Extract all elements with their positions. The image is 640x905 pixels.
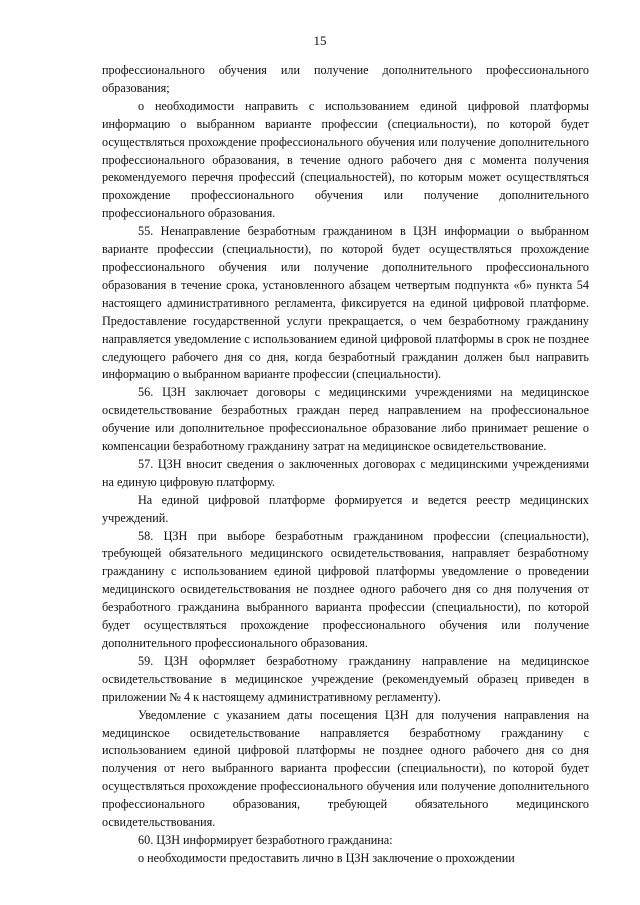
paragraph-60: 60. ЦЗН информирует безработного гражданина:	[138, 832, 393, 847]
paragraph-last-line: о необходимости предоставить лично в ЦЗН заключение о прохождении	[138, 850, 515, 865]
paragraph-56: 56. ЦЗН заключает договоры с медицинскими учреждениями на медицинское освидетельствование безработных граждан перед направлением на профессиональное обучение или дополнительное профессиональное образование либо принимает решение о компенсации безработному гражданину затрат на медицинское освидетельствование.	[102, 385, 589, 454]
paragraph-55: 55. Ненаправление безработным гражданином в ЦЗН информации о выбранном варианте профессии (специальности), по которой будет осуществляться прохождение профессионального обучения или получение дополнительного профессионального образования в течение срока, установленного абзацем четвертым подпункта «б» пункта 54 настоящего административного регламента, фиксируется на единой цифровой платформе. Предоставление государственной услуги прекращается, о чем безработному гражданину направляется уведомление с использованием единой цифровой платформы в срок не позднее следующего рабочего дня со дня, когда безработный гражданин должен был направить информацию о выбранном варианте профессии (специальности).	[102, 224, 589, 382]
document-body	[102, 62, 589, 868]
paragraph-notification-date: Уведомление с указанием даты посещения ЦЗН для получения направления на медицинское освидетельствование направляется безработному гражданину с использованием единой цифровой платформы не позднее одного рабочего дня со дня получения от него выбранного варианта профессии (специальности), по которой будет осуществляться прохождение профессионального обучения или получение дополнительного профессионального образования, требующей обязательного медицинского освидетельствования.	[102, 707, 589, 830]
paragraph-registry: На единой цифровой платформе формируется и ведется реестр медицинских учреждений.	[102, 492, 589, 525]
paragraph-58: 58. ЦЗН при выборе безработным гражданином профессии (специальности), требующей обязательного медицинского освидетельствования, направляет безработному гражданину с использованием единой цифровой платформы уведомление о проведении медицинского освидетельствования не позднее одного рабочего дня со дня получения от безработного гражданина выбранного варианта профессии (специальности), по которой будет осуществляться прохождение профессионального обучения или получение дополнительного профессионального образования.	[102, 528, 589, 650]
paragraph-57: 57. ЦЗН вносит сведения о заключенных договорах с медицинскими учреждениями на единую цифровую платформу.	[102, 456, 589, 489]
paragraph-59: 59. ЦЗН оформляет безработному гражданину направление на медицинское освидетельствование в медицинское учреждение (рекомендуемый образец приведен в приложении № 4 к настоящему административному регламенту).	[102, 653, 589, 704]
page-number: 15	[313, 33, 327, 48]
paragraph-continuation: профессионального обучения или получение дополнительного профессионального образования;	[102, 63, 589, 95]
paragraph-notification-choice: о необходимости направить с использованием единой цифровой платформы информацию о выбранном варианте профессии (специальности), по которой будет осуществляться прохождение профессионального обучения или получение дополнительного профессионального образования, в течение одного рабочего дня с момента получения рекомендуемого перечня профессий (специальностей), по которым может осуществляться прохождение профессионального обучения или получение дополнительного профессионального образования.	[102, 98, 589, 221]
